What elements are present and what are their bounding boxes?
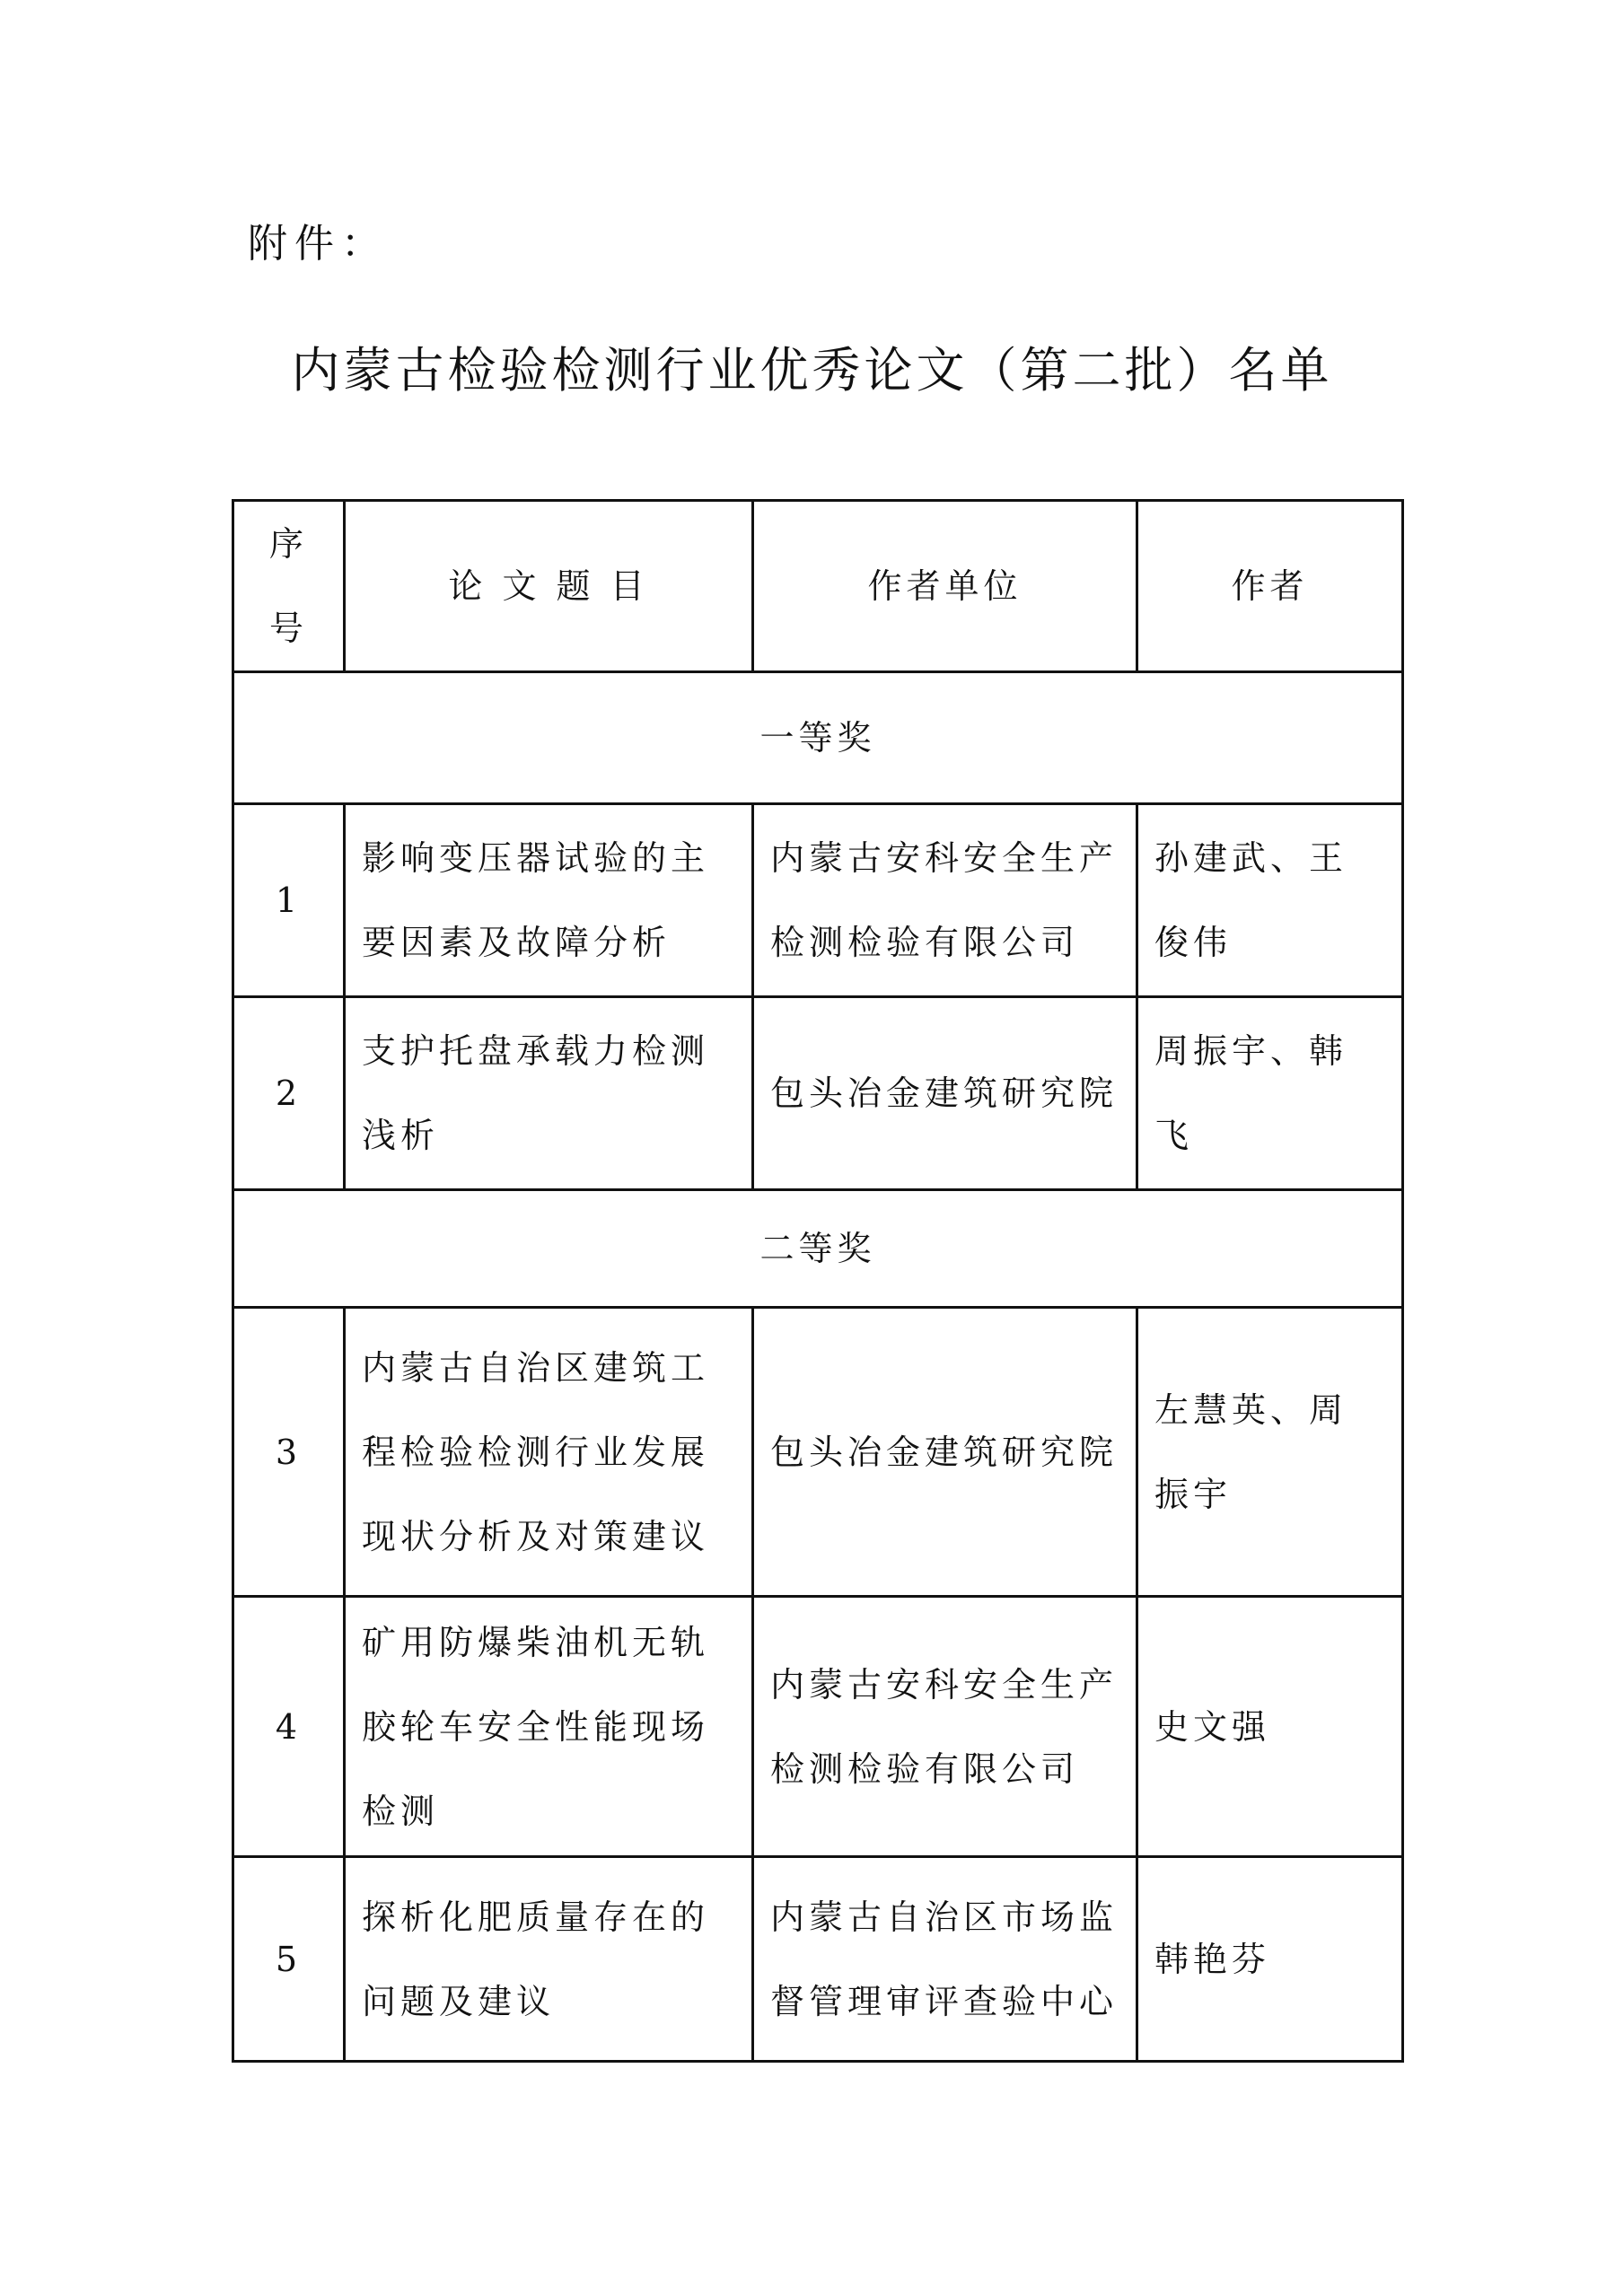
award-label: 二等奖	[233, 1190, 1403, 1308]
row-unit: 包头冶金建筑研究院	[753, 997, 1137, 1190]
header-unit: 作者单位	[753, 501, 1137, 672]
row-no: 5	[233, 1857, 345, 2062]
table-row	[233, 804, 1403, 997]
header-title: 论 文 题 目	[345, 501, 753, 672]
row-no: 2	[233, 997, 345, 1190]
award-row-first	[233, 672, 1403, 804]
row-author: 孙建武、王俊伟	[1137, 804, 1403, 997]
page-title: 内蒙古检验检测行业优秀论文（第二批）名单	[291, 342, 1333, 399]
row-author: 周振宇、韩飞	[1137, 997, 1403, 1190]
row-title: 矿用防爆柴油机无轨胶轮车安全性能现场检测	[345, 1597, 753, 1857]
table-header-row	[233, 501, 1403, 672]
row-author: 左慧英、周振宇	[1137, 1308, 1403, 1597]
table-row	[233, 1597, 1403, 1857]
row-no: 4	[233, 1597, 345, 1857]
row-title: 探析化肥质量存在的问题及建议	[345, 1857, 753, 2062]
row-title: 支护托盘承载力检测浅析	[345, 997, 753, 1190]
table-row	[233, 1857, 1403, 2062]
paper-list-table	[232, 499, 1404, 2063]
header-author: 作者	[1137, 501, 1403, 672]
table-row	[233, 997, 1403, 1190]
row-title: 内蒙古自治区建筑工程检验检测行业发展现状分析及对策建议	[345, 1308, 753, 1597]
row-no: 3	[233, 1308, 345, 1597]
row-no: 1	[233, 804, 345, 997]
row-unit: 包头冶金建筑研究院	[753, 1308, 1137, 1597]
award-row-second	[233, 1190, 1403, 1308]
table-row	[233, 1308, 1403, 1597]
row-unit: 内蒙古安科安全生产检测检验有限公司	[753, 1597, 1137, 1857]
row-unit: 内蒙古自治区市场监督管理审评查验中心	[753, 1857, 1137, 2062]
attachment-label: 附件：	[248, 221, 388, 267]
row-unit: 内蒙古安科安全生产检测检验有限公司	[753, 804, 1137, 997]
row-author: 韩艳芬	[1137, 1857, 1403, 2062]
award-label: 一等奖	[233, 672, 1403, 804]
row-author: 史文强	[1137, 1597, 1403, 1857]
header-no: 序号	[233, 501, 345, 672]
row-title: 影响变压器试验的主要因素及故障分析	[345, 804, 753, 997]
